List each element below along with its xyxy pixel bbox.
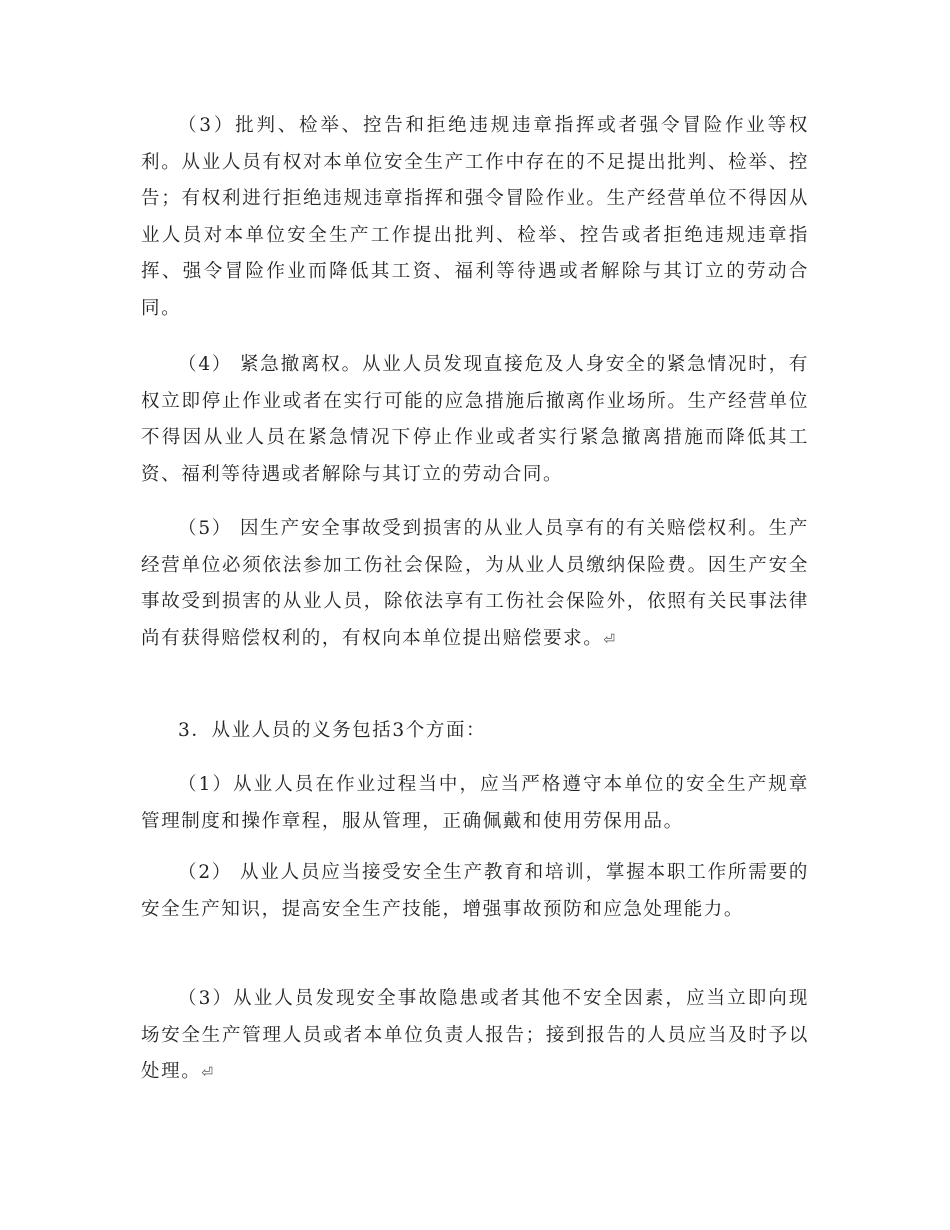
paragraph-text: （2） 从业人员应当接受安全生产教育和培训，掌握本职工作所需要的安全生产知识，提高安全生产技能，增强事故预防和应急处理能力。 xyxy=(141,862,809,920)
paragraph-right-to-criticize xyxy=(141,108,809,327)
paragraph-obligation-3 xyxy=(141,981,809,1092)
paragraph-obligation-1 xyxy=(141,767,809,840)
section-heading-obligations xyxy=(141,713,809,750)
paragraph-emergency-evacuation-right xyxy=(141,347,809,493)
paragraph-text: （3）批判、检举、控告和拒绝违规违章指挥或者强令冒险作业等权利。从业人员有权对本单位安全生产工作中存在的不足提出批判、检举、控告；有权利进行拒绝违规违章指挥和强令冒险作业。生产经营单位不得因从业人员对本单位安全生产工作提出批判、检举、控告或者拒绝违规违章指挥、强令冒险作业而降低其工资、福利等待遇或者解除与其订立的劳动合同。 xyxy=(141,115,809,319)
paragraph-text: （5） 因生产安全事故受到损害的从业人员享有的有关赔偿权利。生产经营单位必须依法参加工伤社会保险，为从业人员缴纳保险费。因生产安全事故受到损害的从业人员，除依法享有工伤社会保险外，依照有关民事法律尚有获得赔偿权利的，有权向本单位提出赔偿要求。 xyxy=(141,518,809,649)
paragraph-text: （1）从业人员在作业过程当中，应当严格遵守本单位的安全生产规章管理制度和操作章程，服从管理，正确佩戴和使用劳保用品。 xyxy=(141,774,809,832)
paragraph-mark-icon: ⏎ xyxy=(201,1065,214,1081)
paragraph-mark-icon: ⏎ xyxy=(603,631,616,648)
paragraph-text: （4） 紧急撤离权。从业人员发现直接危及人身安全的紧急情况时，有权立即停止作业或者在实行可能的应急措施后撤离作业场所。生产经营单位不得因从业人员在紧急情况下停止作业或者实行紧急撤离措施而降低其工资、福利等待遇或者解除与其订立的劳动合同。 xyxy=(141,354,809,485)
paragraph-text: 3．从业人员的义务包括3个方面： xyxy=(178,720,487,741)
paragraph-obligation-2 xyxy=(141,855,809,928)
paragraph-text: （3）从业人员发现安全事故隐患或者其他不安全因素，应当立即向现场安全生产管理人员或者本单位负责人报告；接到报告的人员应当及时予以处理。 xyxy=(141,988,809,1082)
paragraph-compensation-right xyxy=(141,511,809,658)
